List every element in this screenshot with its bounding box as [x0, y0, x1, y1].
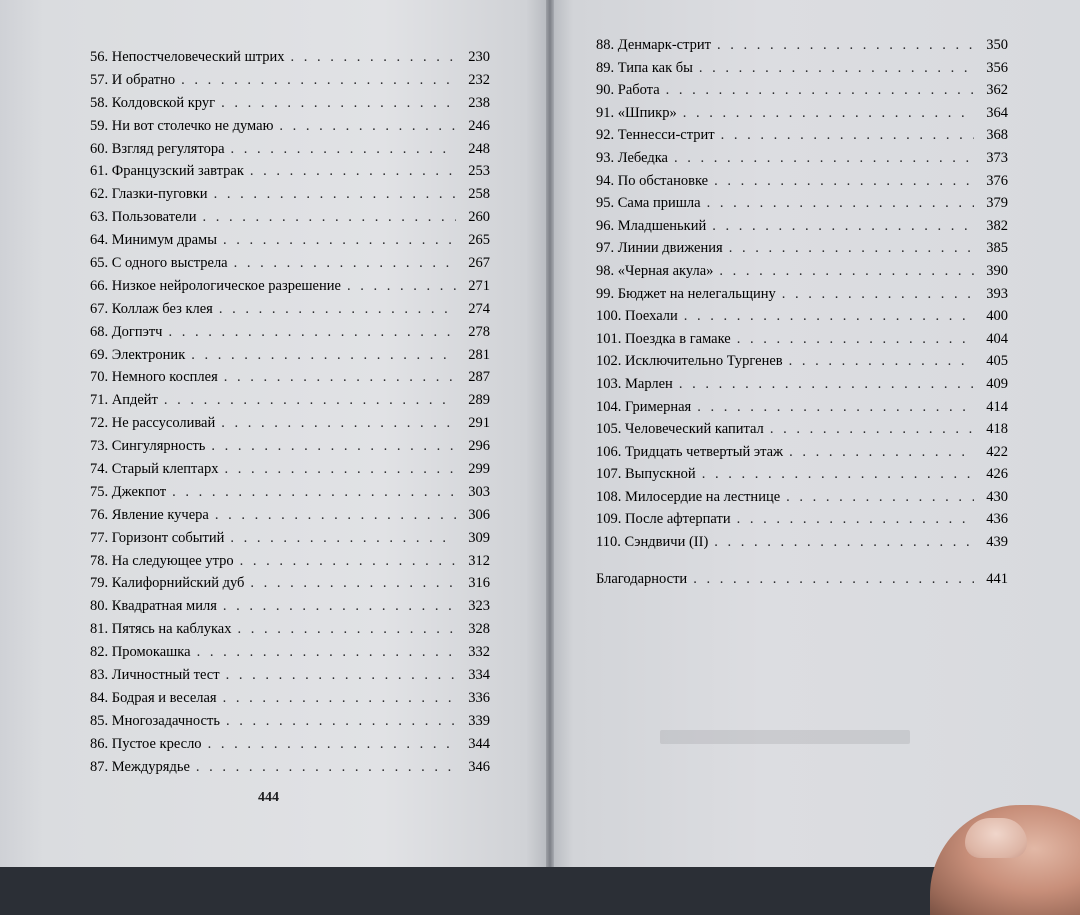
dot-leader	[721, 124, 974, 147]
dot-leader	[707, 192, 974, 215]
toc-entry-title: 107. Выпускной	[596, 466, 696, 483]
toc-entry	[90, 389, 490, 412]
toc-entry-title: 110. Сэндвичи (II)	[596, 534, 709, 551]
toc-entry	[596, 328, 1008, 351]
dot-leader	[737, 508, 974, 531]
toc-entry	[596, 373, 1008, 396]
toc-entry-title: 82. Промокашка	[90, 644, 191, 661]
dot-leader	[224, 366, 456, 389]
toc-entry	[90, 527, 490, 550]
toc-entry	[90, 69, 490, 92]
dot-leader	[250, 160, 456, 183]
toc-entry-title: 103. Марлен	[596, 375, 673, 392]
dot-leader	[230, 527, 456, 550]
toc-entry	[90, 687, 490, 710]
toc-entry-page: 289	[468, 392, 490, 409]
right-toc-list	[596, 34, 1008, 590]
toc-entry-page: 350	[986, 37, 1008, 53]
book-spine	[546, 0, 554, 867]
toc-entry-title: 106. Тридцать четвертый этаж	[596, 443, 784, 460]
toc-entry-title: 97. Линии движения	[596, 240, 723, 257]
toc-entry-page: 291	[468, 415, 490, 432]
toc-entry-title: 81. Пятясь на каблуках	[90, 621, 232, 638]
toc-entry-title: 72. Не рассусоливай	[90, 415, 216, 432]
dot-leader	[172, 481, 456, 504]
toc-entry-title: 85. Многозадачность	[90, 712, 220, 729]
toc-entry	[90, 275, 490, 298]
toc-entry	[596, 102, 1008, 125]
toc-entry-title: 60. Взгляд регулятора	[90, 140, 225, 157]
toc-entry-page: 296	[468, 438, 490, 455]
toc-entry	[90, 756, 490, 779]
toc-entry	[90, 733, 490, 756]
toc-entry	[596, 147, 1008, 170]
dot-leader	[770, 418, 974, 441]
dot-leader	[223, 229, 456, 252]
toc-entry	[90, 229, 490, 252]
dot-leader	[196, 756, 456, 779]
dot-leader	[737, 328, 974, 351]
dot-leader	[786, 486, 974, 509]
dot-leader	[181, 69, 456, 92]
toc-entry	[90, 46, 490, 69]
dot-leader	[240, 550, 456, 573]
toc-entry	[90, 504, 490, 527]
toc-entry-page: 364	[986, 104, 1008, 121]
toc-entry	[90, 435, 490, 458]
dot-leader	[789, 441, 974, 464]
toc-entry-page: 436	[986, 511, 1008, 528]
dot-leader	[719, 260, 974, 283]
toc-entry-title: 109. После афтерпати	[596, 511, 731, 528]
dot-leader	[729, 237, 974, 260]
toc-entry-title: 99. Бюджет на нелегальщину	[596, 285, 776, 302]
toc-entry	[596, 79, 1008, 102]
dot-leader	[215, 504, 456, 527]
toc-entry-page: 404	[986, 330, 1008, 347]
dot-leader	[168, 321, 456, 344]
dot-leader	[789, 350, 974, 373]
toc-entry-title: 69. Электроник	[90, 346, 186, 363]
toc-entry	[596, 192, 1008, 215]
toc-entry	[90, 115, 490, 138]
dot-leader	[223, 687, 456, 710]
toc-entry-title: 86. Пустое кресло	[90, 735, 202, 752]
toc-entry	[90, 160, 490, 183]
toc-entry-title: 87. Междурядье	[90, 758, 190, 775]
dot-leader	[223, 595, 456, 618]
dot-leader	[291, 46, 456, 69]
dot-leader	[693, 568, 974, 591]
toc-entry-title: 93. Лебедка	[596, 149, 668, 166]
toc-entry	[90, 572, 490, 595]
toc-entry	[596, 441, 1008, 464]
toc-entry-page: 356	[986, 59, 1008, 76]
toc-entry-title: 67. Коллаж без клея	[90, 300, 213, 317]
toc-entry-title: 84. Бодрая и веселая	[90, 689, 217, 706]
toc-entry-title: 73. Сингулярность	[90, 438, 206, 455]
toc-entry-page: 344	[468, 735, 490, 752]
toc-entry	[90, 458, 490, 481]
dot-leader	[221, 92, 456, 115]
toc-entry-page: 253	[468, 163, 490, 180]
toc-entry-page: 267	[468, 255, 490, 272]
dot-leader	[203, 206, 456, 229]
dot-leader	[226, 710, 456, 733]
dot-leader	[702, 463, 974, 486]
toc-entry-title: 58. Колдовской круг	[90, 94, 216, 111]
toc-entry-title: 63. Пользователи	[90, 209, 197, 226]
dot-leader	[226, 664, 456, 687]
acknowledgements-entry	[596, 568, 1008, 591]
toc-entry-page: 332	[468, 644, 490, 661]
dot-leader	[231, 138, 456, 161]
toc-entry	[90, 641, 490, 664]
toc-entry-page: 400	[986, 308, 1008, 325]
toc-entry-title: 102. Исключительно Тургенев	[596, 353, 783, 370]
dot-leader	[237, 618, 456, 641]
toc-entry	[90, 481, 490, 504]
toc-entry-page: 278	[468, 323, 490, 340]
dot-leader	[712, 215, 974, 238]
toc-entry	[90, 550, 490, 573]
toc-entry-page: 274	[468, 300, 490, 317]
toc-entry	[596, 170, 1008, 193]
toc-entry-title: 88. Денмарк-стрит	[596, 37, 711, 53]
toc-entry	[596, 350, 1008, 373]
toc-entry	[90, 595, 490, 618]
toc-entry-title: 77. Горизонт событий	[90, 529, 225, 546]
toc-entry-title: 79. Калифорнийский дуб	[90, 575, 245, 592]
toc-entry-title: 75. Джекпот	[90, 483, 167, 500]
toc-entry-title: 59. Ни вот столечко не думаю	[90, 117, 274, 134]
toc-entry-title: 70. Немного косплея	[90, 369, 218, 386]
toc-entry	[90, 298, 490, 321]
thumbnail-nail	[965, 818, 1027, 858]
toc-entry	[90, 412, 490, 435]
toc-entry-title: 104. Гримерная	[596, 398, 692, 415]
toc-entry	[596, 34, 1008, 57]
toc-entry-page: 230	[468, 49, 490, 65]
toc-entry-title: 76. Явление кучера	[90, 506, 209, 523]
toc-entry-page: 426	[986, 466, 1008, 483]
toc-entry-title: 61. Французский завтрак	[90, 163, 244, 180]
toc-entry-title: 90. Работа	[596, 82, 660, 99]
dot-leader	[683, 102, 974, 125]
toc-entry	[90, 206, 490, 229]
dot-leader	[191, 344, 456, 367]
toc-entry	[596, 486, 1008, 509]
toc-entry-page: 232	[468, 71, 490, 88]
toc-entry-title: 91. «Шпикр»	[596, 104, 677, 121]
toc-entry-page: 414	[986, 398, 1008, 415]
toc-entry	[596, 124, 1008, 147]
toc-entry	[596, 283, 1008, 306]
toc-entry-page: 312	[468, 552, 490, 569]
toc-entry	[596, 260, 1008, 283]
toc-entry-title: 94. По обстановке	[596, 172, 709, 189]
toc-entry	[596, 396, 1008, 419]
toc-entry-title: 98. «Черная акула»	[596, 262, 714, 279]
toc-entry	[596, 57, 1008, 80]
toc-entry-page: 238	[468, 94, 490, 111]
toc-entry-page: 368	[986, 127, 1008, 144]
toc-entry	[596, 463, 1008, 486]
toc-entry-page: 382	[986, 217, 1008, 234]
toc-entry-title: 92. Теннесси-стрит	[596, 127, 715, 144]
left-toc-list	[90, 46, 490, 779]
toc-entry-page: 260	[468, 209, 490, 226]
toc-entry	[90, 183, 490, 206]
toc-entry	[596, 531, 1008, 554]
dot-leader	[679, 373, 974, 396]
toc-entry	[90, 710, 490, 733]
toc-entry-page: 328	[468, 621, 490, 638]
toc-entry	[90, 252, 490, 275]
toc-entry-title: 71. Апдейт	[90, 392, 158, 409]
toc-entry-title: 108. Милосердие на лестнице	[596, 488, 781, 505]
toc-entry-page: 439	[986, 534, 1008, 551]
toc-entry-title: 101. Поездка в гамаке	[596, 330, 731, 347]
toc-entry-page: 246	[468, 117, 490, 134]
dot-leader	[214, 183, 456, 206]
toc-entry-page: 441	[986, 570, 1008, 587]
dot-leader	[674, 147, 974, 170]
toc-entry-title: 62. Глазки-пуговки	[90, 186, 208, 203]
dot-leader	[234, 252, 456, 275]
toc-entry-page: 385	[986, 240, 1008, 257]
toc-entry-title: 83. Личностный тест	[90, 667, 220, 684]
bleed-through-text	[660, 730, 910, 744]
dot-leader	[208, 733, 456, 756]
dot-leader	[279, 115, 456, 138]
dot-leader	[211, 435, 456, 458]
toc-entry-title: 96. Младшенький	[596, 217, 707, 234]
toc-entry-page: 299	[468, 461, 490, 478]
toc-entry-title: 68. Догпэтч	[90, 323, 163, 340]
toc-entry-page: 379	[986, 195, 1008, 212]
toc-entry	[90, 138, 490, 161]
toc-entry-page: 248	[468, 140, 490, 157]
toc-entry-page: 422	[986, 443, 1008, 460]
dot-leader	[684, 305, 974, 328]
dot-leader	[221, 412, 456, 435]
dot-leader	[699, 57, 974, 80]
toc-entry-page: 303	[468, 483, 490, 500]
dot-leader	[666, 79, 974, 102]
dot-leader	[219, 298, 456, 321]
dot-leader	[224, 458, 456, 481]
toc-entry-title: 95. Сама пришла	[596, 195, 701, 212]
toc-entry-title: 78. На следующее утро	[90, 552, 234, 569]
toc-entry-page: 334	[468, 667, 490, 684]
dot-leader	[164, 389, 456, 412]
dot-leader	[197, 641, 456, 664]
toc-entry	[90, 92, 490, 115]
dot-leader	[347, 275, 456, 298]
dot-leader	[250, 572, 456, 595]
toc-entry-title: 80. Квадратная миля	[90, 598, 217, 615]
toc-entry-title: 57. И обратно	[90, 71, 176, 88]
toc-entry-page: 323	[468, 598, 490, 615]
toc-entry-page: 373	[986, 149, 1008, 166]
toc-entry-title: 64. Минимум драмы	[90, 232, 217, 249]
toc-entry-page: 281	[468, 346, 490, 363]
dot-leader	[697, 396, 974, 419]
toc-entry-title: 105. Человеческий капитал	[596, 421, 764, 438]
toc-entry-page: 339	[468, 712, 490, 729]
dot-leader	[714, 531, 974, 554]
toc-entry-page: 390	[986, 262, 1008, 279]
toc-entry-page: 346	[468, 758, 490, 775]
toc-entry-page: 287	[468, 369, 490, 386]
toc-entry-page: 271	[468, 277, 490, 294]
toc-entry-title: Благодарности	[596, 570, 688, 587]
toc-entry-title: 74. Старый клептарх	[90, 461, 219, 478]
toc-entry-page: 393	[986, 285, 1008, 302]
dot-leader	[714, 170, 974, 193]
toc-entry	[90, 366, 490, 389]
toc-entry-page: 258	[468, 186, 490, 203]
page-number: 444	[258, 790, 279, 805]
toc-entry	[90, 321, 490, 344]
toc-entry-page: 309	[468, 529, 490, 546]
toc-entry-title: 89. Типа как бы	[596, 59, 693, 76]
toc-entry	[596, 508, 1008, 531]
toc-entry-title: 56. Непостчеловеческий штрих	[90, 49, 285, 65]
toc-entry	[90, 344, 490, 367]
toc-entry	[90, 618, 490, 641]
toc-entry-page: 336	[468, 689, 490, 706]
toc-entry-page: 405	[986, 353, 1008, 370]
toc-entry	[596, 418, 1008, 441]
toc-entry-page: 316	[468, 575, 490, 592]
toc-entry-page: 265	[468, 232, 490, 249]
toc-entry-title: 66. Низкое нейрологическое разрешение	[90, 277, 341, 294]
toc-entry-page: 376	[986, 172, 1008, 189]
toc-entry-page: 306	[468, 506, 490, 523]
toc-entry-page: 409	[986, 375, 1008, 392]
toc-entry	[90, 664, 490, 687]
toc-entry	[596, 305, 1008, 328]
toc-entry-title: 100. Поехали	[596, 308, 678, 325]
toc-entry-title: 65. С одного выстрела	[90, 255, 228, 272]
dot-leader	[782, 283, 974, 306]
toc-entry-page: 362	[986, 82, 1008, 99]
toc-entry-page: 418	[986, 421, 1008, 438]
toc-entry	[596, 237, 1008, 260]
toc-entry	[596, 215, 1008, 238]
toc-entry-page: 430	[986, 488, 1008, 505]
dot-leader	[717, 34, 974, 57]
